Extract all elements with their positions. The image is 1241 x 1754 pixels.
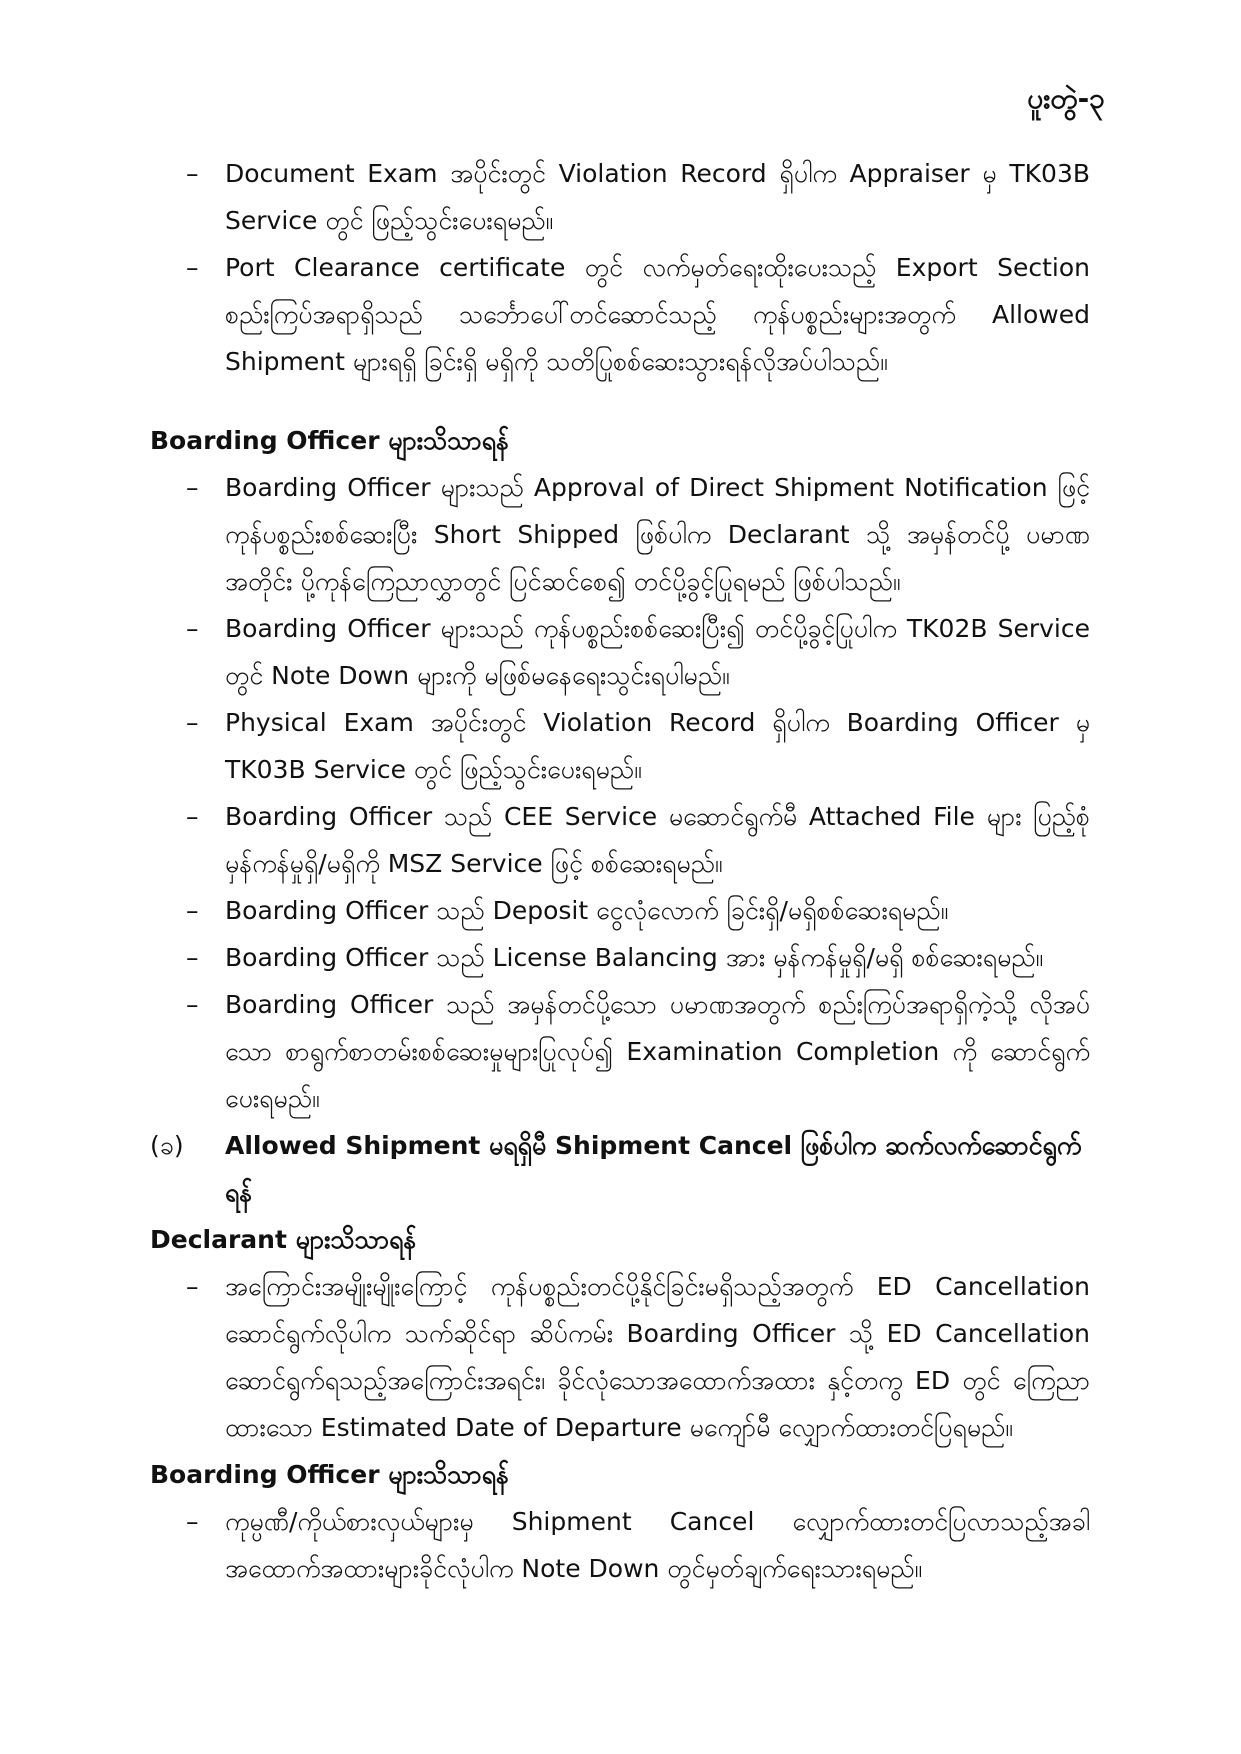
list-item: – Physical Exam အပိုင်းတွင် Violation Record ရှိပါက Boarding Officer မှ TK03B Service တွင် ဖြည့်သွင်းပေးရမည်။ [186,708,1090,784]
list-item: – Port Clearance certificate တွင် လက်မှတ်ရေးထိုးပေးသည့် Export Section စည်းကြပ်အရာရှိသည် သင်္ဘောပေါ်တင်ဆောင်သည့် ကုန်ပစ္စည်းများအတွက် Allowed Shipment များရရှိ ခြင်းရှိ မရှိကို သတိပြုစစ်ဆေးသွားရန်လိုအပ်ပါသည်။ [186,253,1090,376]
annex-label: ပူးတွဲ-၃ [1027,82,1105,115]
list-item: – Boarding Officer သည် အမှန်တင်ပို့သော ပမာဏအတွက် စည်းကြပ်အရာရှိကဲ့သို့ လိုအပ်သော စာရွက်စာတမ်းစစ်ဆေးမှုများပြုလုပ်၍ Examination Completion ကို ဆောင်ရွက်ပေးရမည်။ [186,990,1090,1113]
declarant-list [150,1263,1090,1451]
list-item: – Boarding Officer သည် CEE Service မဆောင်ရွက်မီ Attached File များ ပြည့်စုံမှန်ကန်မှုရှိ/မရှိကို MSZ Service ဖြင့် စစ်ဆေးရမည်။ [186,802,1090,878]
list-item: – အကြောင်းအမျိုးမျိုးကြောင့် ကုန်ပစ္စည်းတင်ပို့နိုင်ခြင်းမရှိသည့်အတွက် ED Cancellation ဆောင်ရွက်လိုပါက သက်ဆိုင်ရာ ဆိပ်ကမ်း Boarding Officer သို့ ED Cancellation ဆောင်ရွက်ရသည့်အကြောင်းအရင်း၊ ခိုင်လုံသောအထောက်အထား နှင့်တကွ ED တွင် ကြေညာထားသော Estimated Date of Departure မကျော်မီ လျှောက်ထားတင်ပြရမည်။ [186,1272,1090,1442]
boarding-officer-cancel-list [150,1498,1090,1592]
section-number: (ခ) [150,1131,184,1160]
boarding-officer-list [150,464,1090,1122]
list-item: – Boarding Officer သည် License Balancing အား မှန်ကန်မှုရှိ/မရှိ စစ်ဆေးရမည်။ [186,943,1044,972]
section-heading: Boarding Officer များသိသာရန် [150,426,510,455]
section-heading: Boarding Officer များသိသာရန် [150,1460,510,1489]
list-item: – ကုမ္ပဏီ/ကိုယ်စားလှယ်များမှ Shipment Cancel လျှောက်ထားတင်ပြလာသည့်အခါ အထောက်အထားများခိုင်လုံပါက Note Down တွင်မှတ်ချက်ရေးသားရမည်။ [186,1507,1090,1583]
list-item: – Document Exam အပိုင်းတွင် Violation Record ရှိပါက Appraiser မှ TK03B Service တွင် ဖြည့်သွင်းပေးရမည်။ [186,159,1090,235]
intro-list [150,150,1090,385]
list-item: – Boarding Officer များသည် ကုန်ပစ္စည်းစစ်ဆေးပြီး၍ တင်ပို့ခွင့်ပြုပါက TK02B Service တွင် Note Down များကို မဖြစ်မနေရေးသွင်းရပါမည်။ [186,614,1090,690]
list-item: – Boarding Officer သည် Deposit ငွေလုံလောက် ခြင်းရှိ/မရှိစစ်ဆေးရမည်။ [186,896,949,925]
document-content [150,150,1090,1592]
numbered-section-title: (ခ) Allowed Shipment မရရှိမီ Shipment Cancel ဖြစ်ပါက ဆက်လက်ဆောင်ရွက်ရန် [150,1122,1090,1216]
section-heading: Declarant များသိသာရန် [150,1225,417,1254]
list-item: – Boarding Officer များသည် Approval of Direct Shipment Notification ဖြင့် ကုန်ပစ္စည်းစစ်ဆေးပြီး Short Shipped ဖြစ်ပါက Declarant သို့ အမှန်တင်ပို့ ပမာဏအတိုင်း ပို့ကုန်ကြေညာလွှာတွင် ပြင်ဆင်စေ၍ တင်ပို့ခွင့်ပြုရမည် ဖြစ်ပါသည်။ [186,473,1090,596]
